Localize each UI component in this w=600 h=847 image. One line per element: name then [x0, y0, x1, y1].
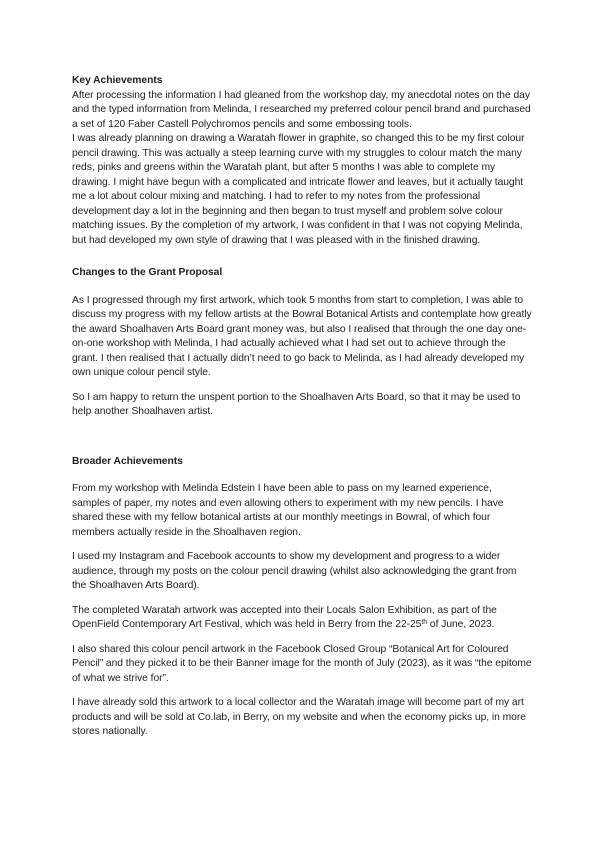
section-key-achievements [72, 74, 532, 248]
paragraph [72, 89, 532, 249]
paragraph: I also shared this colour pencil artwork in the Facebook Closed Group “Botanical Art for Coloured Pencil” and they picked it to be their Banner image for the month of July (2023), as it was “the epitome of what we strive for”. [72, 643, 532, 684]
section-heading-changes-to-grant-proposal: Changes to the Grant Proposal [72, 267, 223, 278]
paragraph: From my workshop with Melinda Edstein I have been able to pass on my learned experience, samples of paper, my notes and even allowing others to experiment with my new pencils. I have shared these with my fellow botanical artists at our monthly meetings in Bowral, of which four members actually reside in the Shoalhaven region. [72, 483, 504, 538]
section-broader-achievements [72, 455, 532, 740]
paragraph: As I progressed through my first artwork, which took 5 months from start to completion, I was able to discuss my progress with my fellow artists at the Bowral Botanical Artists and contemplate how greatly the award Shoalhaven Arts Board grant money was, but also I realised that through the one day one-on-one workshop with Melinda, I had actually achieved what I had set out to achieve through the grant. I then realised that I actually didn’t need to go back to Melinda, as I had already developed my own unique colour pencil style. [72, 294, 532, 378]
paragraph [72, 604, 532, 633]
paragraph-text: of June, 2023. [427, 619, 495, 630]
paragraph-text: I was already planning on drawing a Waratah flower in graphite, so changed this to be my first colour pencil drawing. This was actually a steep learning curve with my struggles to colour match the many reds, pinks and greens within the Waratah plant, but after 5 months I was able to complete my drawing. I might have begun with a complicated and intricate flower and leaves, but it actually taught me a lot about colour mixing and matching. I had to refer to my notes from the professional development day a lot in the beginning and then began to trust myself and problem solve colour matching issues. By the completion of my artwork, I was confident in that I was not copying Melinda, but had developed my own style of drawing that I was pleased with in the finished drawing. [72, 133, 525, 246]
ordinal-superscript: th [421, 618, 428, 626]
paragraph-text: The completed Waratah artwork was accepted into their Locals Salon Exhibition, as part of the OpenField Contemporary Art Festival, which was held in Berry from the 22-25 [72, 604, 497, 630]
paragraph: So I am happy to return the unspent portion to the Shoalhaven Arts Board, so that it may be used to help another Shoalhaven artist. [72, 391, 521, 417]
paragraph: I have already sold this artwork to a local collector and the Waratah image will become part of my art products and will be sold at Co.lab, in Berry, on my website and when the economy picks up, in more stores nationally. [72, 697, 526, 737]
section-changes-to-grant-proposal [72, 266, 532, 420]
paragraph: I used my Instagram and Facebook accounts to show my development and progress to a wider audience, through my posts on the colour pencil drawing (whilst also acknowledging the grant from the Shoalhaven Arts Board). [72, 551, 517, 591]
paragraph-text: After processing the information I had gleaned from the workshop day, my anecdotal notes on the day and the typed information from Melinda, I researched my preferred colour pencil brand and purchased a set of 120 Faber Castell Polychromos pencils and some embossing tools. [72, 89, 531, 130]
section-heading-broader-achievements: Broader Achievements [72, 455, 183, 467]
section-heading-key-achievements: Key Achievements [72, 75, 163, 86]
